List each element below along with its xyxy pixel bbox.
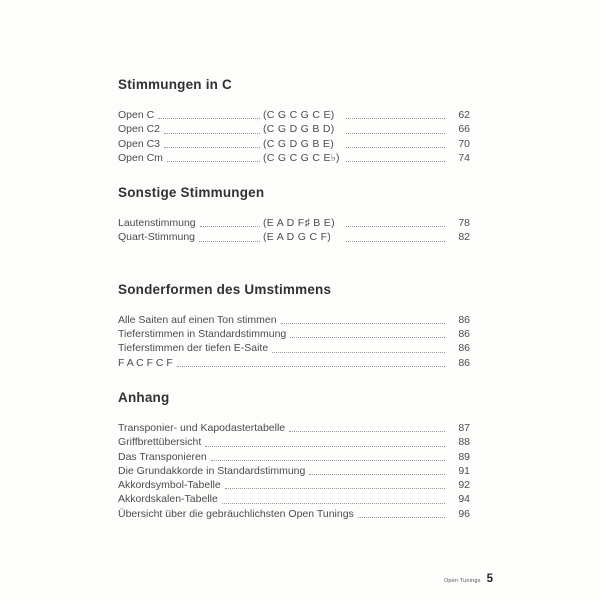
footer-page-number: 5 bbox=[486, 573, 493, 585]
entry-page-number: 96 bbox=[458, 507, 470, 520]
footer-book-title: Open Tunings bbox=[443, 578, 481, 584]
toc-entry bbox=[118, 464, 470, 478]
toc-entry bbox=[118, 492, 470, 506]
toc-entry bbox=[118, 151, 470, 165]
toc-section bbox=[118, 283, 470, 370]
dot-leader bbox=[346, 147, 445, 148]
entry-label-cell bbox=[118, 507, 448, 521]
toc-entry bbox=[118, 216, 470, 230]
entry-page-number: 86 bbox=[458, 328, 470, 341]
toc-entry bbox=[118, 122, 470, 136]
entry-label: Open C bbox=[118, 109, 155, 121]
entry-page-number: 62 bbox=[458, 109, 470, 121]
section-heading: Stimmungen in C bbox=[118, 77, 232, 92]
entry-label-cell bbox=[118, 356, 448, 370]
entry-page-number: 74 bbox=[458, 151, 470, 164]
entry-label-cell bbox=[118, 421, 448, 435]
section-heading: Anhang bbox=[118, 389, 170, 405]
entry-label: Tieferstimmen der tiefen E-Saite bbox=[118, 342, 269, 355]
entry-label-cell bbox=[118, 464, 448, 478]
dot-leader bbox=[200, 226, 260, 227]
entry-label-cell bbox=[118, 327, 448, 341]
entry-tuning: (E A D F♯ B E) bbox=[263, 217, 335, 230]
entry-page-number: 87 bbox=[458, 421, 470, 434]
entry-label: Transponier- und Kapodastertabelle bbox=[118, 421, 286, 434]
entry-label: Akkordskalen-Tabelle bbox=[118, 493, 218, 506]
section-entries bbox=[118, 313, 470, 370]
dot-leader bbox=[222, 503, 445, 504]
entry-label: F A C F C F bbox=[118, 356, 173, 369]
entry-label-cell bbox=[118, 230, 263, 244]
dot-leader bbox=[272, 352, 445, 353]
section-heading: Sonstige Stimmungen bbox=[118, 185, 265, 201]
entry-label: Das Transponieren bbox=[118, 450, 207, 463]
toc-section bbox=[118, 78, 470, 165]
section-entries bbox=[118, 108, 470, 165]
toc-entry bbox=[118, 327, 470, 341]
entry-tuning: (C G C G C E) bbox=[263, 109, 335, 121]
toc-entry bbox=[118, 507, 470, 521]
toc-entry bbox=[118, 108, 470, 122]
dot-leader bbox=[211, 460, 445, 461]
entry-label: Griffbrettübersicht bbox=[118, 436, 202, 449]
entry-label: Tieferstimmen in Standardstimmung bbox=[118, 328, 287, 341]
dot-leader bbox=[205, 446, 445, 447]
entry-label: Open Cm bbox=[118, 151, 163, 164]
entry-page-number: 86 bbox=[458, 356, 470, 369]
toc-entry bbox=[118, 137, 470, 151]
entry-page-number: 91 bbox=[458, 464, 470, 477]
entry-label-cell bbox=[118, 313, 448, 327]
dot-leader bbox=[225, 488, 445, 489]
entry-page-number: 78 bbox=[458, 217, 470, 230]
entry-label: Akkordsymbol-Tabelle bbox=[118, 479, 221, 492]
toc-entry bbox=[118, 341, 470, 355]
entry-label: Übersicht über die gebräuchlichsten Open Tunings bbox=[118, 507, 354, 520]
toc-sections bbox=[118, 78, 470, 521]
entry-page-number: 66 bbox=[458, 123, 470, 136]
entry-page-number: 92 bbox=[458, 479, 470, 492]
entry-tuning: (C G D G B E) bbox=[263, 137, 334, 150]
toc-entry bbox=[118, 313, 470, 327]
toc-section bbox=[118, 391, 470, 521]
entry-label-cell bbox=[118, 122, 263, 136]
entry-page-number: 82 bbox=[458, 231, 470, 244]
dot-leader bbox=[346, 133, 445, 134]
section-entries bbox=[118, 216, 470, 245]
entry-page-number: 88 bbox=[458, 436, 470, 449]
entry-page-number: 86 bbox=[458, 313, 470, 326]
entry-label: Alle Saiten auf einen Ton stimmen bbox=[118, 313, 277, 326]
entry-label-cell bbox=[118, 478, 448, 492]
entry-label-cell bbox=[118, 492, 448, 506]
toc-entry bbox=[118, 450, 470, 464]
toc-entry bbox=[118, 356, 470, 370]
entry-tuning: (C G C G C E♭) bbox=[263, 151, 340, 164]
entry-tuning: (E A D G C F) bbox=[263, 231, 332, 244]
dot-leader bbox=[167, 161, 260, 162]
entry-label: Open C3 bbox=[118, 137, 161, 150]
toc-section bbox=[118, 186, 470, 245]
dot-leader bbox=[177, 366, 445, 367]
entry-label: Lautenstimmung bbox=[118, 217, 196, 230]
dot-leader bbox=[281, 323, 445, 324]
entry-label-cell bbox=[118, 341, 448, 355]
entry-label: Open C2 bbox=[118, 123, 161, 136]
dot-leader bbox=[346, 161, 445, 162]
dot-leader bbox=[346, 241, 445, 242]
dot-leader bbox=[199, 241, 260, 242]
section-entries bbox=[118, 421, 470, 521]
entry-label-cell bbox=[118, 435, 448, 449]
entry-label-cell bbox=[118, 151, 263, 165]
dot-leader bbox=[289, 431, 445, 432]
toc-entry bbox=[118, 478, 470, 492]
toc-entry bbox=[118, 230, 470, 244]
page-footer bbox=[444, 573, 493, 585]
entry-page-number: 89 bbox=[458, 450, 470, 463]
entry-tuning: (C G D G B D) bbox=[263, 123, 335, 136]
toc-entry bbox=[118, 435, 470, 449]
dot-leader bbox=[158, 118, 260, 119]
dot-leader bbox=[290, 337, 445, 338]
entry-label: Quart-Stimmung bbox=[118, 231, 196, 244]
dot-leader bbox=[358, 517, 445, 518]
dot-leader bbox=[346, 118, 445, 119]
dot-leader bbox=[164, 147, 260, 148]
entry-label-cell bbox=[118, 108, 263, 122]
dot-leader bbox=[309, 474, 445, 475]
entry-label-cell bbox=[118, 216, 263, 230]
entry-page-number: 94 bbox=[458, 493, 470, 506]
dot-leader bbox=[164, 133, 260, 134]
entry-label-cell bbox=[118, 137, 263, 151]
entry-page-number: 86 bbox=[458, 342, 470, 355]
section-heading: Sonderformen des Umstimmens bbox=[118, 281, 332, 297]
entry-label-cell bbox=[118, 450, 448, 464]
toc-entry bbox=[118, 421, 470, 435]
dot-leader bbox=[346, 226, 445, 227]
entry-label: Die Grundakkorde in Standardstimmung bbox=[118, 464, 306, 477]
entry-page-number: 70 bbox=[458, 137, 470, 150]
